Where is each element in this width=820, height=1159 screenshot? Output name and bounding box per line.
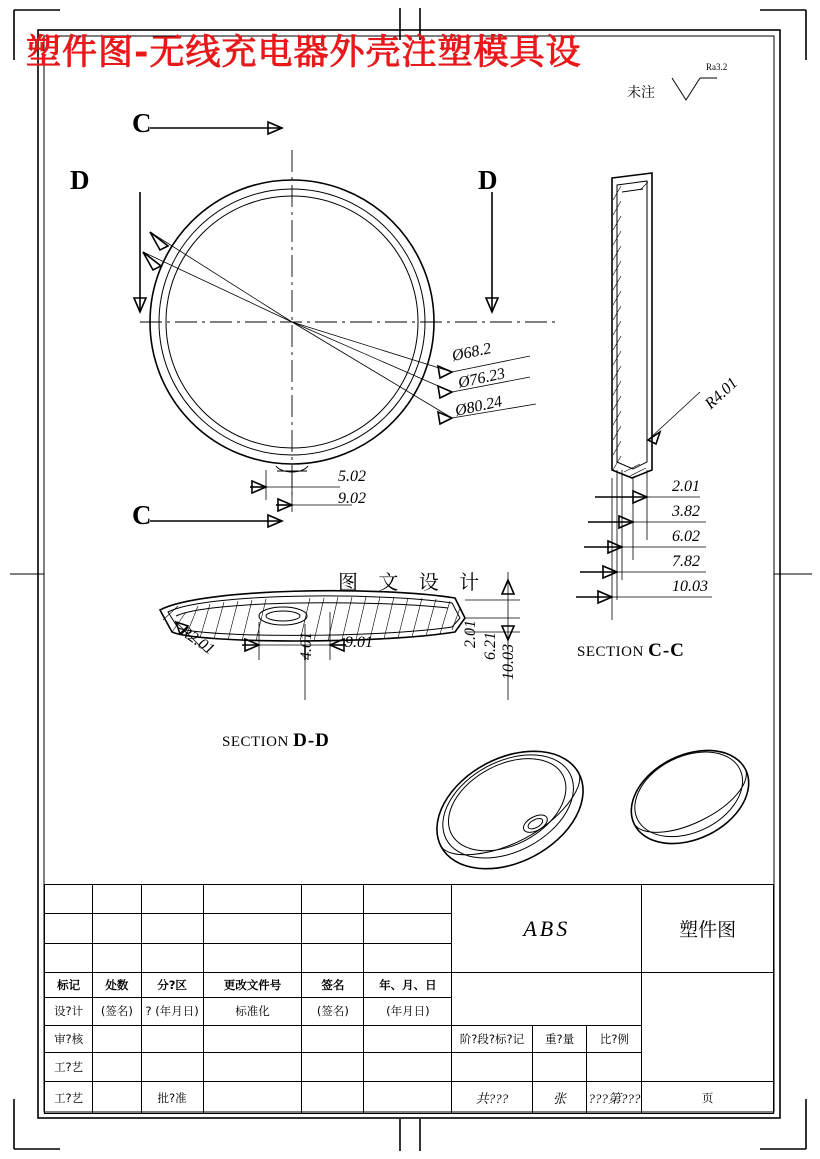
row3-0: 审?核 <box>45 1025 93 1052</box>
dimension-dd-4-01: 4.01 <box>298 632 315 660</box>
rev-header-row <box>45 973 774 998</box>
row2-5: (年月日) <box>364 998 452 1025</box>
sheet-zhang: 张 <box>532 1082 587 1114</box>
radius-r4-01: R4.01 <box>701 374 742 413</box>
part-name-cell: 塑件图 <box>642 885 774 973</box>
stage-h-1: 重?量 <box>532 1025 587 1052</box>
rev-h-4: 签名 <box>302 973 364 998</box>
section-dd-title-prefix: SECTION <box>222 734 289 750</box>
material-cell: ABS <box>452 885 642 973</box>
section-dd-title-letters: D-D <box>293 730 330 751</box>
dimension-dd-6-21: 6.21 <box>482 632 499 660</box>
section-mark-c-top: C <box>132 108 152 138</box>
dimension-cc-3-82: 3.82 <box>672 503 700 520</box>
sheet-no: ???第??? <box>587 1082 642 1114</box>
dimension-dia-68: Ø68.2 <box>450 340 493 365</box>
dimension-cc-6-02: 6.02 <box>672 528 700 545</box>
section-mark-c-bottom: C <box>132 500 152 530</box>
section-mark-d-right: D <box>478 165 498 195</box>
section-cc-title-letters: C-C <box>648 640 685 661</box>
sheet-total: 共??? <box>452 1082 532 1114</box>
radius-r2-01: R2.01 <box>176 622 218 659</box>
row4-0: 工?艺 <box>45 1052 93 1081</box>
dimension-dia-76: Ø76.23 <box>456 365 507 392</box>
page-title: 塑件图-无线充电器外壳注塑模具设 <box>26 33 582 73</box>
title-block <box>44 884 774 1114</box>
dimension-dd-2-01: 2.01 <box>462 620 479 648</box>
dimension-dd-9-01: 9.01 <box>345 634 373 651</box>
row2-4: (签名) <box>302 998 364 1025</box>
stage-h-0: 阶?段?标?记 <box>452 1025 532 1052</box>
sheet-row <box>45 1082 774 1114</box>
dimension-5-02: 5.02 <box>338 468 366 485</box>
row4-0b: 工?艺 <box>45 1082 93 1114</box>
rev-h-0: 标记 <box>45 973 93 998</box>
dimension-dia-80: Ø80.24 <box>453 393 504 420</box>
rev-h-5: 年、月、日 <box>364 973 452 998</box>
row2-3: 标准化 <box>203 998 302 1025</box>
rev-h-2: 分?区 <box>141 973 203 998</box>
section-cc-title-prefix: SECTION <box>577 644 644 660</box>
dimension-cc-2-01: 2.01 <box>672 478 700 495</box>
section-mark-d-left: D <box>70 165 90 195</box>
surface-note-label: 未注 <box>627 85 655 101</box>
row4-2: 批?准 <box>141 1082 203 1114</box>
row2-0: 设?计 <box>45 998 93 1025</box>
rev-h-1: 处数 <box>93 973 141 998</box>
dimension-dd-10-03: 10.03 <box>500 644 517 680</box>
rev-h-3: 更改文件号 <box>203 973 302 998</box>
stage-h-2: 比?例 <box>587 1025 642 1052</box>
dimension-cc-10-03: 10.03 <box>672 578 708 595</box>
row2-2: ? (年月日) <box>141 998 203 1025</box>
design-caption: 图 文 设 计 <box>338 570 487 594</box>
sheet-ye: 页 <box>642 1082 774 1114</box>
row2-1: (签名) <box>93 998 141 1025</box>
dimension-9-02: 9.02 <box>338 490 366 507</box>
roughness-label: Ra3.2 <box>706 62 728 72</box>
dimension-cc-7-82: 7.82 <box>672 553 700 570</box>
